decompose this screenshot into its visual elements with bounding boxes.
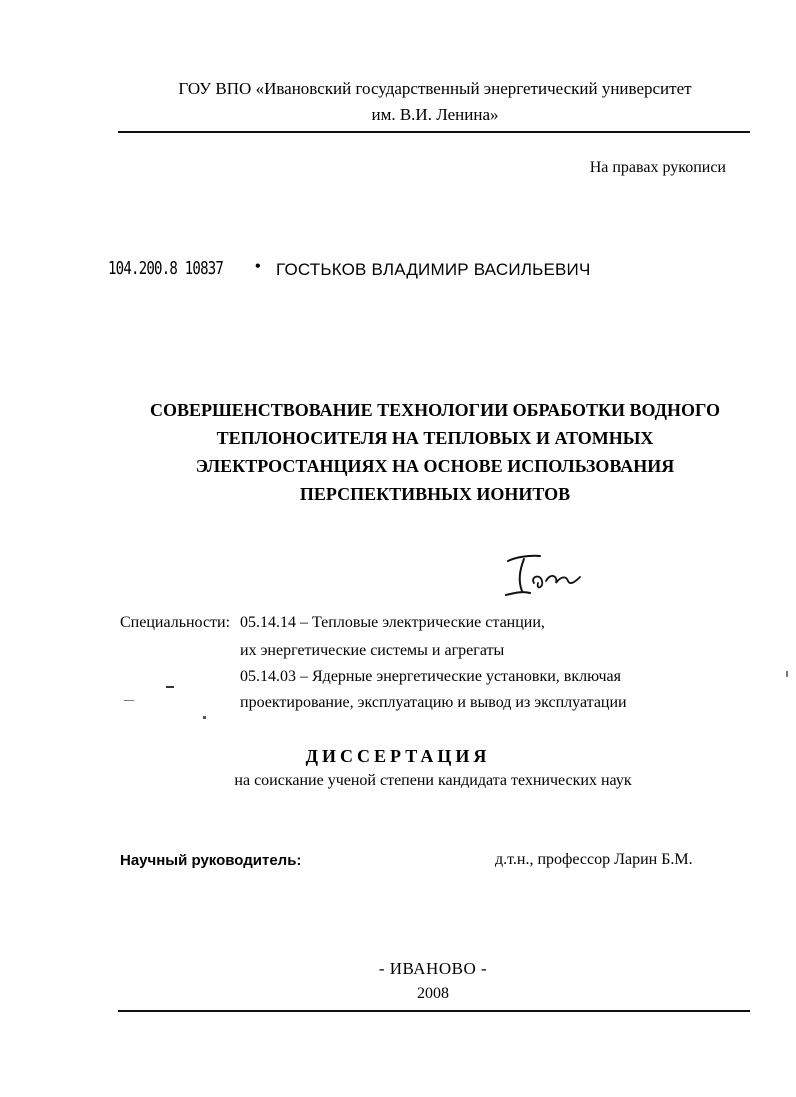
title-line: СОВЕРШЕНСТВОВАНИЕ ТЕХНОЛОГИИ ОБРАБОТКИ ВОДНОГО	[149, 400, 721, 420]
scan-artifact	[203, 716, 206, 719]
scan-artifact	[124, 700, 134, 701]
scan-artifact	[786, 671, 788, 677]
handwritten-signature	[500, 547, 590, 603]
institution-line-2: им. В.И. Ленина»	[371, 105, 499, 124]
top-divider	[118, 131, 750, 133]
specialty-line: 05.14.03 – Ядерные энергетические установки, включая	[240, 668, 621, 685]
institution-header	[120, 76, 750, 128]
manuscript-rights-note: На правах рукописи	[589, 159, 726, 176]
year: 2008	[417, 985, 449, 1002]
city: - ИВАНОВО -	[378, 959, 488, 978]
specialty-line: 05.14.14 – Тепловые электрические станции,	[240, 614, 545, 631]
author-name: ГОСТЬКОВ ВЛАДИМИР ВАСИЛЬЕВИЧ	[276, 260, 591, 279]
title-line: ЭЛЕКТРОСТАНЦИЯХ НА ОСНОВЕ ИСПОЛЬЗОВАНИЯ	[195, 456, 675, 476]
supervisor-label: Научный руководитель:	[120, 852, 302, 869]
title-line: ПЕРСПЕКТИВНЫХ ИОНИТОВ	[299, 484, 571, 504]
dissertation-title	[110, 396, 760, 508]
scan-artifact	[166, 686, 174, 688]
supervisor-name: д.т.н., профессор Ларин Б.М.	[495, 851, 693, 868]
specialty-line: проектирование, эксплуатацию и вывод из эксплуатации	[240, 694, 627, 711]
bottom-divider	[118, 1010, 750, 1012]
specialties-label: Специальности:	[120, 614, 231, 631]
institution-line-1: ГОУ ВПО «Ивановский государственный энергетический университет	[178, 79, 692, 98]
dissertation-label: ДИССЕРТАЦИЯ	[305, 746, 491, 766]
specialty-line: их энергетические системы и агрегаты	[240, 642, 505, 659]
degree-sought: на соискание ученой степени кандидата технических наук	[234, 772, 632, 789]
registration-number: 104.200.8 10837	[108, 258, 224, 279]
title-line: ТЕПЛОНОСИТЕЛЯ НА ТЕПЛОВЫХ И АТОМНЫХ	[216, 428, 654, 448]
registration-mark: •	[255, 258, 261, 275]
